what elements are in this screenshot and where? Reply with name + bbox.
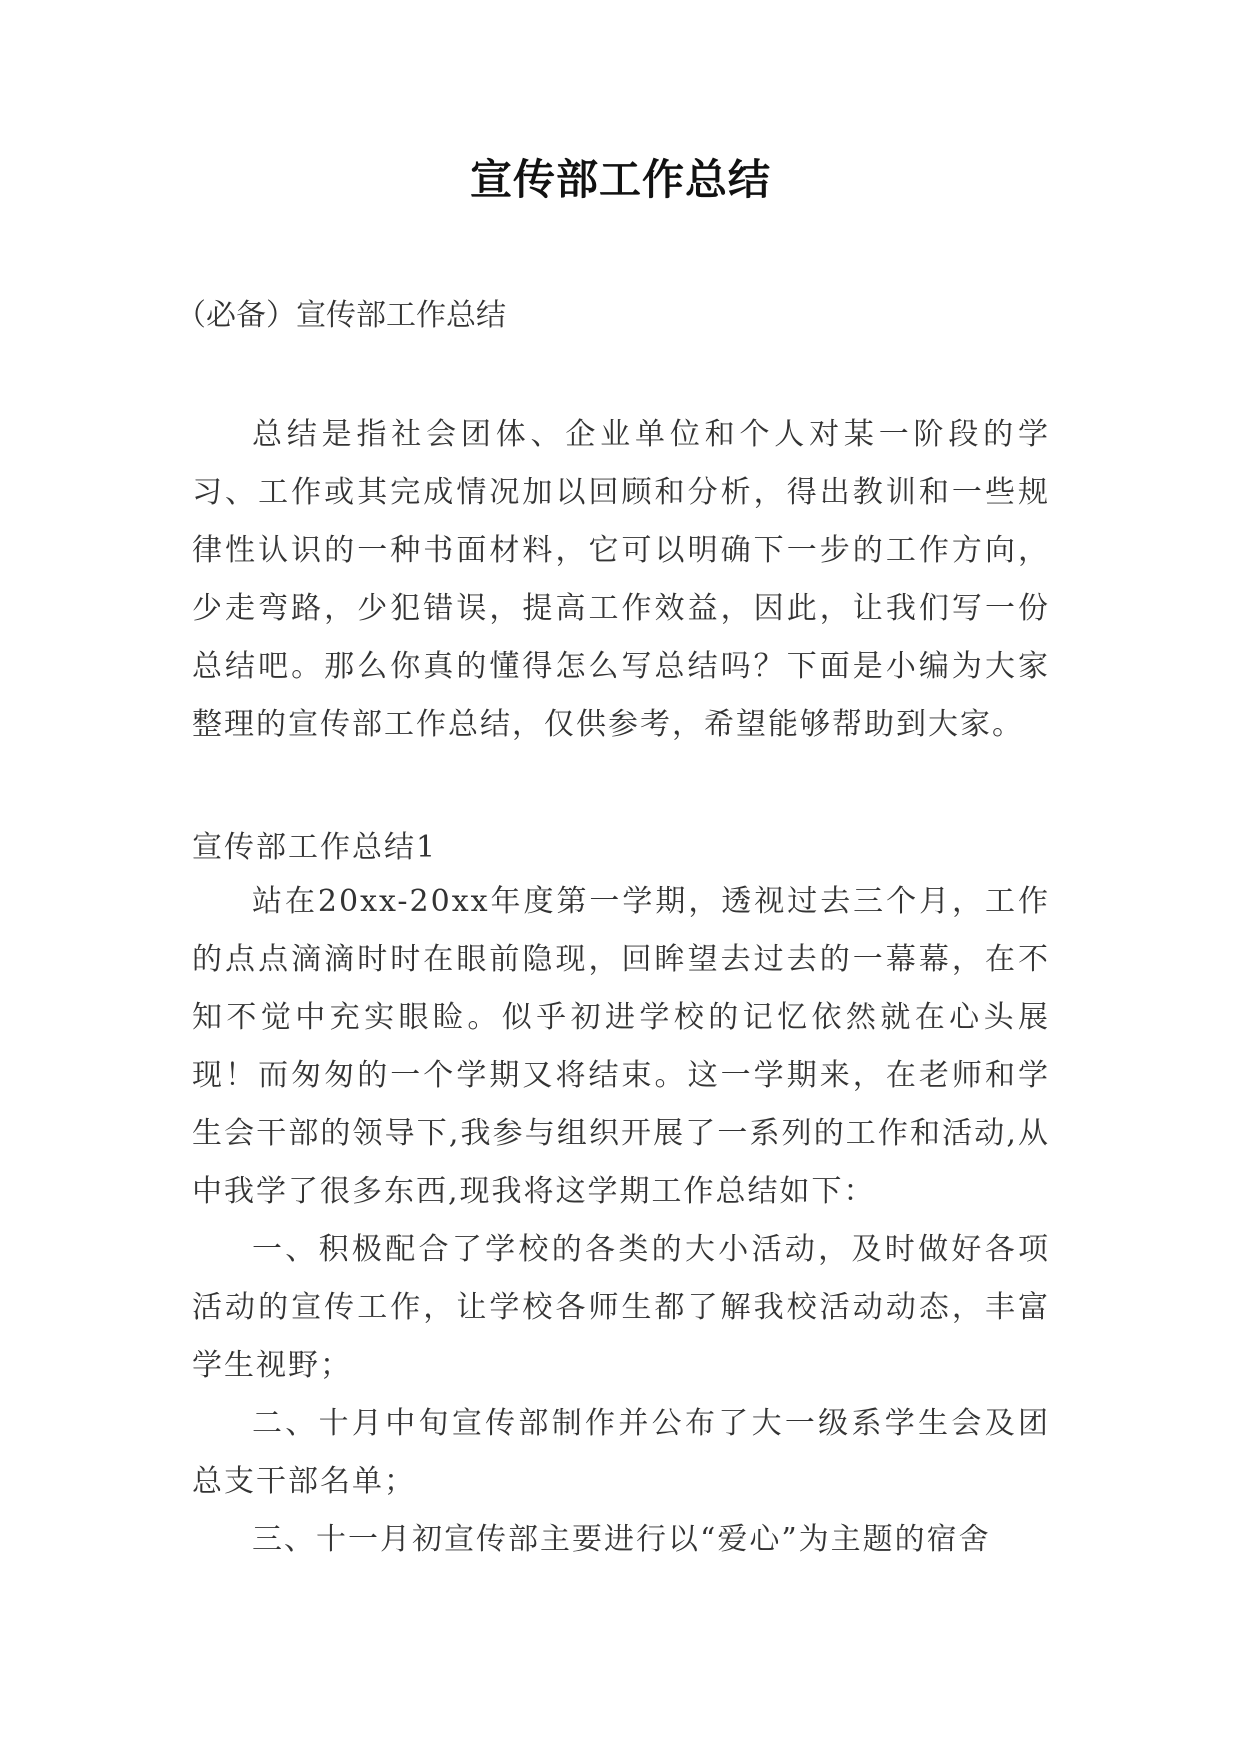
section-body [192, 873, 1050, 1569]
document-subtitle: （必备）宣传部工作总结 [176, 298, 506, 333]
intro-paragraph: 总结是指社会团体、企业单位和个人对某一阶段的学习、工作或其完成情况加以回顾和分析，得出教训和一些规律性认识的一种书面材料，它可以明确下一步的工作方向，少走弯路，少犯错误，提高工作效益，因此，让我们写一份总结吧。那么你真的懂得怎么写总结吗？下面是小编为大家整理的宣传部工作总结，仅供参考，希望能够帮助到大家。 [192, 417, 1050, 742]
intro-block [192, 406, 1050, 754]
paragraph-1: 站在20xx-20xx年度第一学期，透视过去三个月，工作的点点滴滴时时在眼前隐现，回眸望去过去的一幕幕，在不知不觉中充实眼睑。似乎初进学校的记忆依然就在心头展现！而匆匆的一个学期又将结束。这一学期来，在老师和学生会干部的领导下,我参与组织开展了一系列的工作和活动,从中我学了很多东西,现我将这学期工作总结如下： [192, 884, 1050, 1209]
paragraph-3: 二、十月中旬宣传部制作并公布了大一级系学生会及团总支干部名单； [192, 1406, 1050, 1499]
paragraph-2: 一、积极配合了学校的各类的大小活动，及时做好各项活动的宣传工作，让学校各师生都了解我校活动动态，丰富学生视野； [192, 1232, 1050, 1383]
document-title: 宣传部工作总结 [469, 155, 771, 204]
section-heading: 宣传部工作总结1 [192, 830, 438, 865]
paragraph-4: 三、十一月初宣传部主要进行以“爱心”为主题的宿舍 [252, 1522, 991, 1557]
